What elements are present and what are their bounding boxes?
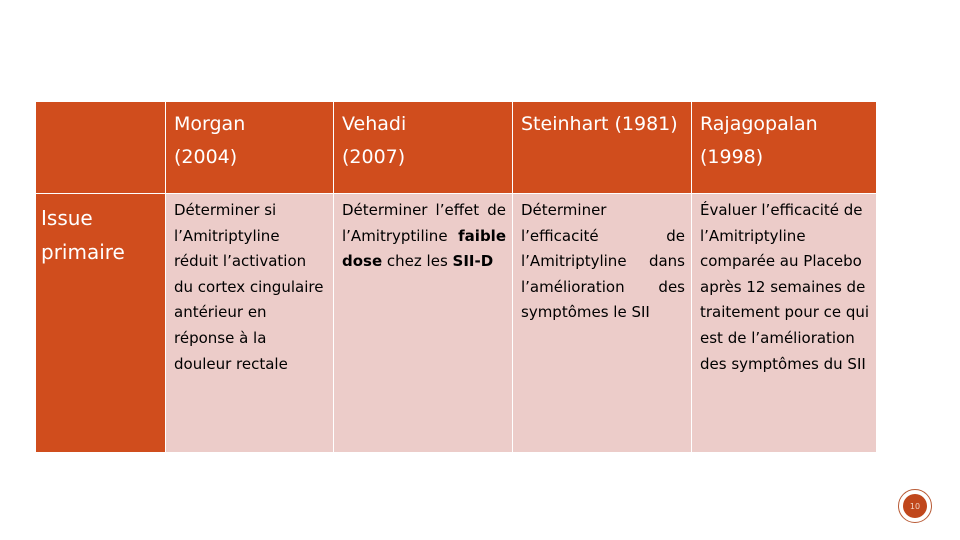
header-cell-morgan xyxy=(166,102,333,193)
header-steinhart-label: Steinhart (1981) xyxy=(521,113,678,135)
cell-vehadi-text xyxy=(342,198,506,275)
cell-vehadi-text-b: chez les xyxy=(382,252,453,271)
header-rajagopalan-label: Rajagopalan (1998) xyxy=(700,113,818,168)
comparison-table xyxy=(36,102,876,452)
cell-vehadi-bold-a: faible dose xyxy=(342,226,506,271)
row-header-label: Issue primaire xyxy=(41,206,125,264)
cell-rajagopalan xyxy=(692,194,876,452)
cell-morgan-text: Déterminer si l’Amitriptyline réduit l’activation du cortex cingulaire antérieur en réponse à la douleur rectale xyxy=(174,201,324,373)
cell-vehadi-text-a: Déterminer l’effet de l’Amitryptiline xyxy=(342,201,506,245)
header-cell-empty xyxy=(36,102,165,193)
cell-steinhart xyxy=(513,194,691,452)
cell-steinhart-text: Déterminer l’efficacité de l’Amitriptyline dans l’amélioration des symptômes le SII xyxy=(521,201,685,322)
header-vehadi-label: Vehadi (2007) xyxy=(342,113,407,168)
slide-number-badge xyxy=(898,489,932,523)
slide-number: 10 xyxy=(903,494,927,518)
cell-rajagopalan-text: Évaluer l’efficacité de l’Amitriptyline comparée au Placebo après 12 semaines de traitement pour ce qui est de l’amélioration des symptômes du SII xyxy=(700,201,870,373)
cell-vehadi-bold-b: SII-D xyxy=(452,252,494,271)
header-cell-rajagopalan xyxy=(692,102,876,193)
row-header-cell xyxy=(36,194,165,452)
cell-vehadi xyxy=(334,194,512,452)
header-cell-vehadi xyxy=(334,102,512,193)
cell-morgan xyxy=(166,194,333,452)
header-morgan-label: Morgan (2004) xyxy=(174,113,246,168)
header-cell-steinhart xyxy=(513,102,691,193)
